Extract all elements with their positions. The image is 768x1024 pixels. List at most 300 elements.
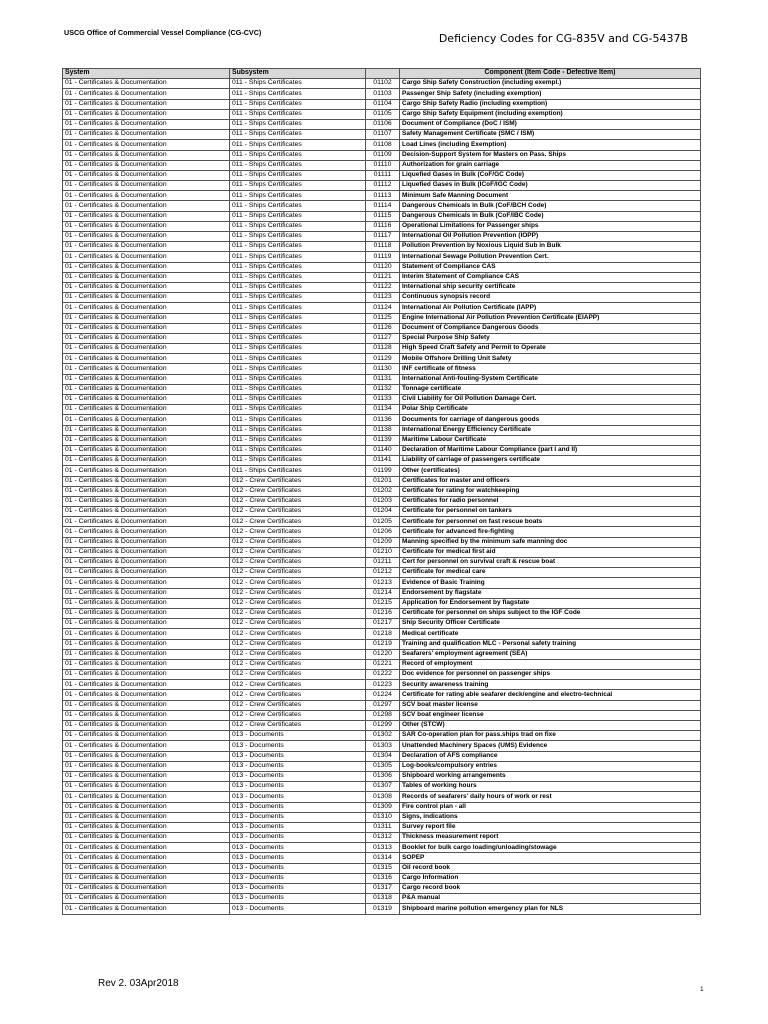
cell-subsystem: 012 - Crew Certificates — [230, 690, 366, 700]
cell-system: 01 - Certificates & Documentation — [63, 578, 230, 588]
cell-system: 01 - Certificates & Documentation — [63, 771, 230, 781]
cell-code: 01311 — [366, 822, 400, 832]
cell-system: 01 - Certificates & Documentation — [63, 456, 230, 466]
cell-code: 01316 — [366, 873, 400, 883]
cell-code: 01211 — [366, 558, 400, 568]
cell-component: Declaration of Maritime Labour Compliance (part I and II) — [400, 445, 701, 455]
cell-subsystem: 012 - Crew Certificates — [230, 517, 366, 527]
cell-subsystem: 012 - Crew Certificates — [230, 547, 366, 557]
cell-code: 01299 — [366, 721, 400, 731]
cell-code: 01140 — [366, 445, 400, 455]
table-row — [63, 232, 701, 242]
cell-subsystem: 012 - Crew Certificates — [230, 670, 366, 680]
cell-system: 01 - Certificates & Documentation — [63, 191, 230, 201]
cell-system: 01 - Certificates & Documentation — [63, 558, 230, 568]
table-row — [63, 517, 701, 527]
table-body — [63, 79, 701, 914]
table-row — [63, 547, 701, 557]
cell-subsystem: 012 - Crew Certificates — [230, 568, 366, 578]
page-title: Deficiency Codes for CG-835V and CG-5437B — [438, 32, 688, 45]
cell-code: 01104 — [366, 99, 400, 109]
cell-code: 01128 — [366, 344, 400, 354]
table-row — [63, 507, 701, 517]
cell-subsystem: 012 - Crew Certificates — [230, 721, 366, 731]
cell-subsystem: 013 - Documents — [230, 884, 366, 894]
cell-system: 01 - Certificates & Documentation — [63, 405, 230, 415]
table-row — [63, 374, 701, 384]
cell-system: 01 - Certificates & Documentation — [63, 313, 230, 323]
table-row — [63, 181, 701, 191]
cell-component: Certificates for radio personnel — [400, 496, 701, 506]
cell-component: Cert for personnel on survival craft & rescue boat — [400, 558, 701, 568]
table-row — [63, 853, 701, 863]
cell-component: Doc evidence for personnel on passenger ships — [400, 670, 701, 680]
cell-system: 01 - Certificates & Documentation — [63, 608, 230, 618]
cell-component: Dangerous Chemicals in Bulk (CoF/IBC Code) — [400, 211, 701, 221]
cell-subsystem: 012 - Crew Certificates — [230, 476, 366, 486]
cell-component: International Oil Pollution Prevention (IOPP) — [400, 232, 701, 242]
cell-system: 01 - Certificates & Documentation — [63, 751, 230, 761]
cell-component: Certificate for medical first aid — [400, 547, 701, 557]
cell-system: 01 - Certificates & Documentation — [63, 160, 230, 170]
cell-subsystem: 011 - Ships Certificates — [230, 119, 366, 129]
cell-component: Certificate for personnel on ships subject to the IGF Code — [400, 608, 701, 618]
cell-system: 01 - Certificates & Documentation — [63, 680, 230, 690]
table-row — [63, 568, 701, 578]
deficiency-codes-table — [62, 68, 701, 915]
cell-subsystem: 011 - Ships Certificates — [230, 354, 366, 364]
cell-system: 01 - Certificates & Documentation — [63, 435, 230, 445]
table-row — [63, 812, 701, 822]
cell-component: Shipboard working arrangements — [400, 771, 701, 781]
cell-code: 01202 — [366, 486, 400, 496]
cell-subsystem: 011 - Ships Certificates — [230, 79, 366, 89]
cell-code: 01221 — [366, 659, 400, 669]
cell-component: Manning specified by the minimum safe manning doc — [400, 537, 701, 547]
cell-subsystem: 012 - Crew Certificates — [230, 710, 366, 720]
cell-subsystem: 011 - Ships Certificates — [230, 415, 366, 425]
cell-subsystem: 012 - Crew Certificates — [230, 558, 366, 568]
cell-code: 01220 — [366, 649, 400, 659]
cell-component: Shipboard marine pollution emergency plan for NLS — [400, 904, 701, 914]
cell-component: Operational Limitations for Passenger ships — [400, 221, 701, 231]
table-row — [63, 170, 701, 180]
table-row — [63, 700, 701, 710]
cell-code: 01212 — [366, 568, 400, 578]
cell-component: Pollution Prevention by Noxious Liquid Sub in Bulk — [400, 242, 701, 252]
cell-component: SCV boat engineer license — [400, 710, 701, 720]
cell-code: 01132 — [366, 384, 400, 394]
cell-subsystem: 012 - Crew Certificates — [230, 680, 366, 690]
cell-system: 01 - Certificates & Documentation — [63, 89, 230, 99]
cell-system: 01 - Certificates & Documentation — [63, 211, 230, 221]
cell-subsystem: 013 - Documents — [230, 843, 366, 853]
cell-code: 01127 — [366, 333, 400, 343]
cell-code: 01310 — [366, 812, 400, 822]
cell-code: 01117 — [366, 232, 400, 242]
cell-code: 01130 — [366, 364, 400, 374]
cell-system: 01 - Certificates & Documentation — [63, 822, 230, 832]
cell-system: 01 - Certificates & Documentation — [63, 904, 230, 914]
cell-component: Evidence of Basic Training — [400, 578, 701, 588]
cell-subsystem: 013 - Documents — [230, 771, 366, 781]
table-row — [63, 639, 701, 649]
cell-subsystem: 011 - Ships Certificates — [230, 395, 366, 405]
cell-code: 01120 — [366, 262, 400, 272]
cell-component: Signs, indications — [400, 812, 701, 822]
cell-subsystem: 012 - Crew Certificates — [230, 700, 366, 710]
cell-system: 01 - Certificates & Documentation — [63, 690, 230, 700]
cell-component: Record of employment — [400, 659, 701, 669]
cell-code: 01106 — [366, 119, 400, 129]
table-row — [63, 731, 701, 741]
cell-code: 01216 — [366, 608, 400, 618]
table-row — [63, 242, 701, 252]
cell-subsystem: 013 - Documents — [230, 731, 366, 741]
cell-system: 01 - Certificates & Documentation — [63, 741, 230, 751]
table-row — [63, 822, 701, 832]
cell-system: 01 - Certificates & Documentation — [63, 242, 230, 252]
table-row — [63, 425, 701, 435]
cell-system: 01 - Certificates & Documentation — [63, 445, 230, 455]
table-row — [63, 904, 701, 914]
table-row — [63, 843, 701, 853]
table-row — [63, 323, 701, 333]
cell-component: Other (STCW) — [400, 721, 701, 731]
cell-code: 01307 — [366, 782, 400, 792]
cell-component: Document of Compliance (DoC / ISM) — [400, 119, 701, 129]
cell-system: 01 - Certificates & Documentation — [63, 221, 230, 231]
cell-subsystem: 013 - Documents — [230, 873, 366, 883]
table-row — [63, 629, 701, 639]
cell-subsystem: 011 - Ships Certificates — [230, 242, 366, 252]
cell-subsystem: 013 - Documents — [230, 833, 366, 843]
cell-code: 01113 — [366, 191, 400, 201]
cell-subsystem: 013 - Documents — [230, 751, 366, 761]
table-row — [63, 598, 701, 608]
table-row — [63, 670, 701, 680]
table-row — [63, 201, 701, 211]
cell-code: 01302 — [366, 731, 400, 741]
cell-component: Engine International Air Pollution Prevention Certificate (EIAPP) — [400, 313, 701, 323]
cell-system: 01 - Certificates & Documentation — [63, 425, 230, 435]
cell-code: 01317 — [366, 884, 400, 894]
cell-code: 01318 — [366, 894, 400, 904]
cell-subsystem: 013 - Documents — [230, 741, 366, 751]
cell-component: Documents for carriage of dangerous goods — [400, 415, 701, 425]
cell-system: 01 - Certificates & Documentation — [63, 629, 230, 639]
cell-system: 01 - Certificates & Documentation — [63, 384, 230, 394]
cell-system: 01 - Certificates & Documentation — [63, 884, 230, 894]
cell-code: 01134 — [366, 405, 400, 415]
cell-subsystem: 012 - Crew Certificates — [230, 659, 366, 669]
cell-code: 01133 — [366, 395, 400, 405]
cell-system: 01 - Certificates & Documentation — [63, 700, 230, 710]
cell-subsystem: 011 - Ships Certificates — [230, 99, 366, 109]
cell-code: 01121 — [366, 272, 400, 282]
cell-subsystem: 011 - Ships Certificates — [230, 130, 366, 140]
cell-subsystem: 011 - Ships Certificates — [230, 181, 366, 191]
table-row — [63, 486, 701, 496]
cell-system: 01 - Certificates & Documentation — [63, 863, 230, 873]
cell-subsystem: 011 - Ships Certificates — [230, 425, 366, 435]
table-row — [63, 496, 701, 506]
cell-subsystem: 011 - Ships Certificates — [230, 405, 366, 415]
cell-system: 01 - Certificates & Documentation — [63, 639, 230, 649]
table-row — [63, 608, 701, 618]
cell-subsystem: 011 - Ships Certificates — [230, 262, 366, 272]
cell-subsystem: 012 - Crew Certificates — [230, 537, 366, 547]
cell-subsystem: 011 - Ships Certificates — [230, 272, 366, 282]
cell-system: 01 - Certificates & Documentation — [63, 843, 230, 853]
cell-subsystem: 011 - Ships Certificates — [230, 211, 366, 221]
column-header-component: Component (Item Code - Defective Item) — [400, 69, 701, 79]
table-row — [63, 364, 701, 374]
cell-component: High Speed Craft Safety and Permit to Operate — [400, 344, 701, 354]
table-row — [63, 466, 701, 476]
cell-component: INF certificate of fitness — [400, 364, 701, 374]
cell-subsystem: 011 - Ships Certificates — [230, 170, 366, 180]
cell-code: 01314 — [366, 853, 400, 863]
column-header-system: System — [63, 69, 230, 79]
cell-subsystem: 011 - Ships Certificates — [230, 333, 366, 343]
cell-component: Fire control plan - all — [400, 802, 701, 812]
page-number: 1 — [700, 986, 704, 993]
cell-system: 01 - Certificates & Documentation — [63, 812, 230, 822]
cell-code: 01131 — [366, 374, 400, 384]
cell-subsystem: 013 - Documents — [230, 853, 366, 863]
cell-system: 01 - Certificates & Documentation — [63, 466, 230, 476]
cell-system: 01 - Certificates & Documentation — [63, 79, 230, 89]
cell-code: 01108 — [366, 140, 400, 150]
table-row — [63, 119, 701, 129]
cell-component: Tonnage certificate — [400, 384, 701, 394]
cell-component: Log-books/compulsory entries — [400, 761, 701, 771]
cell-component: Load Lines (including Exemption) — [400, 140, 701, 150]
cell-system: 01 - Certificates & Documentation — [63, 792, 230, 802]
table-row — [63, 710, 701, 720]
cell-component: Cargo Ship Safety Equipment (including exemption) — [400, 109, 701, 119]
table-row — [63, 578, 701, 588]
cell-system: 01 - Certificates & Documentation — [63, 130, 230, 140]
cell-code: 01209 — [366, 537, 400, 547]
cell-component: Medical certificate — [400, 629, 701, 639]
table-row — [63, 761, 701, 771]
table-row — [63, 313, 701, 323]
cell-subsystem: 013 - Documents — [230, 802, 366, 812]
cell-component: Authorization for grain carriage — [400, 160, 701, 170]
cell-system: 01 - Certificates & Documentation — [63, 333, 230, 343]
cell-system: 01 - Certificates & Documentation — [63, 354, 230, 364]
cell-component: Certificate for rating able seafarer deck/engine and electro-technical — [400, 690, 701, 700]
cell-code: 01204 — [366, 507, 400, 517]
table-row — [63, 293, 701, 303]
cell-component: Special Purpose Ship Safety — [400, 333, 701, 343]
cell-system: 01 - Certificates & Documentation — [63, 170, 230, 180]
table-row — [63, 456, 701, 466]
cell-component: Passenger Ship Safety (including exemption) — [400, 89, 701, 99]
cell-subsystem: 011 - Ships Certificates — [230, 364, 366, 374]
table-row — [63, 79, 701, 89]
table-row — [63, 649, 701, 659]
cell-code: 01124 — [366, 303, 400, 313]
column-header-subsystem: Subsystem — [230, 69, 366, 79]
cell-subsystem: 011 - Ships Certificates — [230, 384, 366, 394]
cell-system: 01 - Certificates & Documentation — [63, 894, 230, 904]
table-row — [63, 873, 701, 883]
table-row — [63, 272, 701, 282]
cell-code: 01136 — [366, 415, 400, 425]
cell-system: 01 - Certificates & Documentation — [63, 374, 230, 384]
cell-component: Maritime Labour Certificate — [400, 435, 701, 445]
cell-component: SCV boat master license — [400, 700, 701, 710]
cell-system: 01 - Certificates & Documentation — [63, 364, 230, 374]
table-row — [63, 619, 701, 629]
cell-system: 01 - Certificates & Documentation — [63, 323, 230, 333]
header-org: USCG Office of Commercial Vessel Compliance (CG-CVC) — [64, 28, 262, 37]
revision-label: Rev 2. 03Apr2018 — [98, 978, 179, 989]
table-row — [63, 89, 701, 99]
cell-code: 01118 — [366, 242, 400, 252]
cell-system: 01 - Certificates & Documentation — [63, 181, 230, 191]
cell-subsystem: 012 - Crew Certificates — [230, 578, 366, 588]
cell-component: Oil record book — [400, 863, 701, 873]
table-row — [63, 252, 701, 262]
table-header-row — [63, 69, 701, 79]
cell-code: 01306 — [366, 771, 400, 781]
cell-component: Certificate for medical care — [400, 568, 701, 578]
cell-code: 01305 — [366, 761, 400, 771]
cell-subsystem: 011 - Ships Certificates — [230, 374, 366, 384]
cell-code: 01119 — [366, 252, 400, 262]
cell-component: Other (certificates) — [400, 466, 701, 476]
cell-code: 01114 — [366, 201, 400, 211]
cell-system: 01 - Certificates & Documentation — [63, 303, 230, 313]
cell-system: 01 - Certificates & Documentation — [63, 731, 230, 741]
cell-system: 01 - Certificates & Documentation — [63, 761, 230, 771]
cell-code: 01312 — [366, 833, 400, 843]
cell-system: 01 - Certificates & Documentation — [63, 710, 230, 720]
cell-component: Decision-Support System for Masters on Pass. Ships — [400, 150, 701, 160]
table-row — [63, 150, 701, 160]
cell-system: 01 - Certificates & Documentation — [63, 395, 230, 405]
table-row — [63, 395, 701, 405]
cell-code: 01203 — [366, 496, 400, 506]
table-row — [63, 344, 701, 354]
cell-system: 01 - Certificates & Documentation — [63, 293, 230, 303]
table-row — [63, 558, 701, 568]
table-row — [63, 99, 701, 109]
cell-system: 01 - Certificates & Documentation — [63, 782, 230, 792]
cell-system: 01 - Certificates & Documentation — [63, 201, 230, 211]
cell-code: 01139 — [366, 435, 400, 445]
cell-component: Certificates for master and officers — [400, 476, 701, 486]
cell-subsystem: 011 - Ships Certificates — [230, 232, 366, 242]
cell-system: 01 - Certificates & Documentation — [63, 517, 230, 527]
cell-system: 01 - Certificates & Documentation — [63, 598, 230, 608]
table-row — [63, 771, 701, 781]
cell-system: 01 - Certificates & Documentation — [63, 802, 230, 812]
cell-component: Certificate for personnel on fast rescue boats — [400, 517, 701, 527]
cell-system: 01 - Certificates & Documentation — [63, 344, 230, 354]
cell-component: Certificate for rating for watchkeeping — [400, 486, 701, 496]
table-row — [63, 333, 701, 343]
cell-code: 01308 — [366, 792, 400, 802]
cell-subsystem: 013 - Documents — [230, 863, 366, 873]
cell-component: Ship Security Officer Certificate — [400, 619, 701, 629]
cell-subsystem: 012 - Crew Certificates — [230, 598, 366, 608]
cell-system: 01 - Certificates & Documentation — [63, 833, 230, 843]
cell-component: Tables of working hours — [400, 782, 701, 792]
cell-subsystem: 011 - Ships Certificates — [230, 293, 366, 303]
cell-code: 01313 — [366, 843, 400, 853]
cell-code: 01303 — [366, 741, 400, 751]
cell-component: SOPEP — [400, 853, 701, 863]
table-row — [63, 527, 701, 537]
column-header-code — [366, 69, 400, 79]
cell-system: 01 - Certificates & Documentation — [63, 150, 230, 160]
table-row — [63, 435, 701, 445]
cell-system: 01 - Certificates & Documentation — [63, 262, 230, 272]
cell-system: 01 - Certificates & Documentation — [63, 547, 230, 557]
cell-code: 01116 — [366, 221, 400, 231]
table-row — [63, 303, 701, 313]
cell-system: 01 - Certificates & Documentation — [63, 496, 230, 506]
cell-code: 01201 — [366, 476, 400, 486]
cell-code: 01215 — [366, 598, 400, 608]
table-row — [63, 680, 701, 690]
cell-code: 01309 — [366, 802, 400, 812]
cell-system: 01 - Certificates & Documentation — [63, 282, 230, 292]
cell-code: 01122 — [366, 282, 400, 292]
table-row — [63, 894, 701, 904]
cell-code: 01319 — [366, 904, 400, 914]
cell-subsystem: 011 - Ships Certificates — [230, 89, 366, 99]
cell-code: 01224 — [366, 690, 400, 700]
table-row — [63, 782, 701, 792]
cell-subsystem: 011 - Ships Certificates — [230, 150, 366, 160]
cell-code: 01125 — [366, 313, 400, 323]
cell-subsystem: 013 - Documents — [230, 894, 366, 904]
cell-subsystem: 012 - Crew Certificates — [230, 527, 366, 537]
cell-code: 01141 — [366, 456, 400, 466]
cell-code: 01110 — [366, 160, 400, 170]
cell-system: 01 - Certificates & Documentation — [63, 232, 230, 242]
cell-component: Cargo Ship Safety Radio (including exemption) — [400, 99, 701, 109]
cell-component: Thickness measurement report — [400, 833, 701, 843]
table-row — [63, 262, 701, 272]
cell-component: Training and qualification MLC - Personal safety training — [400, 639, 701, 649]
cell-subsystem: 012 - Crew Certificates — [230, 588, 366, 598]
cell-subsystem: 011 - Ships Certificates — [230, 140, 366, 150]
cell-component: SAR Co-operation plan for pass.ships trad on fixe — [400, 731, 701, 741]
cell-code: 01222 — [366, 670, 400, 680]
table-row — [63, 354, 701, 364]
cell-component: International Energy Efficiency Certificate — [400, 425, 701, 435]
cell-subsystem: 011 - Ships Certificates — [230, 323, 366, 333]
cell-component: Liquefied Gases in Bulk (CoF/GC Code) — [400, 170, 701, 180]
cell-code: 01210 — [366, 547, 400, 557]
cell-component: Cargo record book — [400, 884, 701, 894]
cell-system: 01 - Certificates & Documentation — [63, 252, 230, 262]
cell-code: 01105 — [366, 109, 400, 119]
table-row — [63, 659, 701, 669]
cell-subsystem: 011 - Ships Certificates — [230, 160, 366, 170]
table-row — [63, 140, 701, 150]
cell-system: 01 - Certificates & Documentation — [63, 659, 230, 669]
cell-component: Endorsement by flagstate — [400, 588, 701, 598]
cell-subsystem: 012 - Crew Certificates — [230, 496, 366, 506]
